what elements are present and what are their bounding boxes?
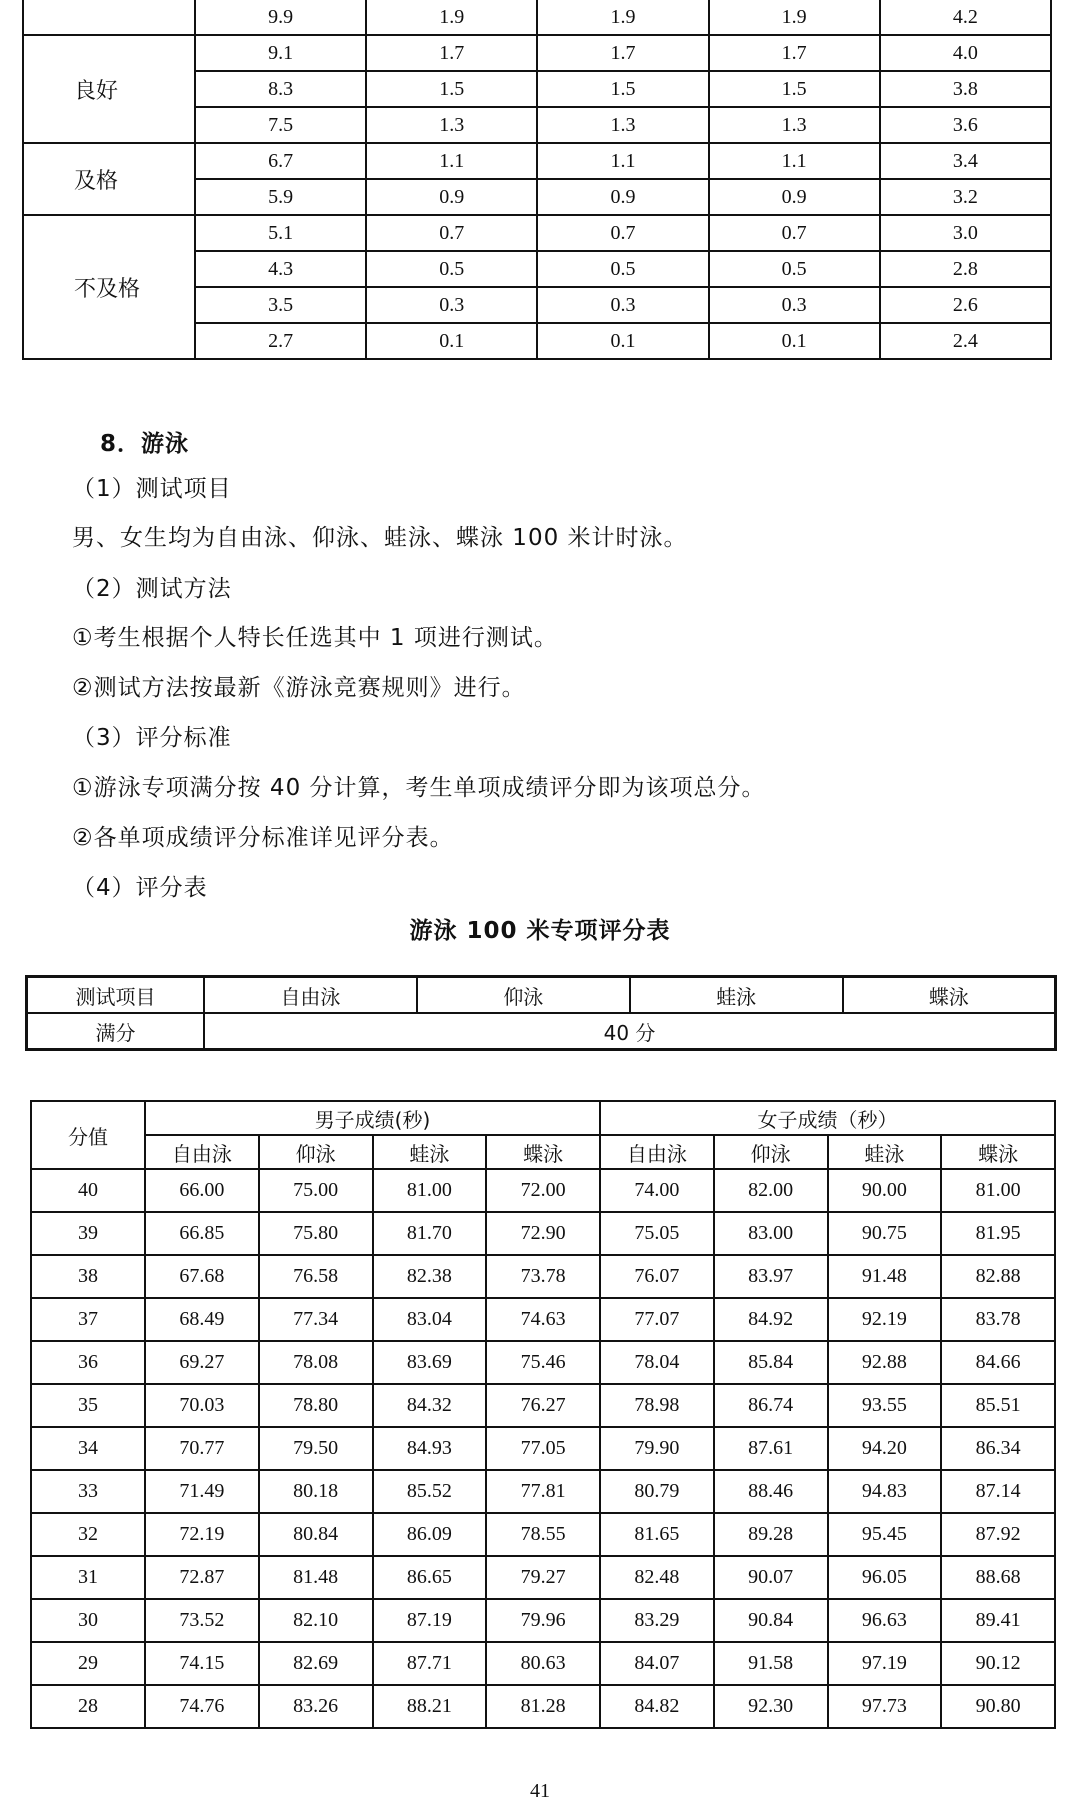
table-cell: 1.5 <box>537 71 708 107</box>
body-text-line: （1）测试项目 <box>72 476 232 502</box>
time-cell: 83.29 <box>600 1599 714 1642</box>
time-cell: 81.65 <box>600 1513 714 1556</box>
table-cell: 0.7 <box>709 215 880 251</box>
event-backstroke: 仰泳 <box>417 977 630 1014</box>
time-cell: 87.92 <box>941 1513 1055 1556</box>
time-cell: 70.77 <box>145 1427 259 1470</box>
table-cell: 1.1 <box>366 143 537 179</box>
time-cell: 92.88 <box>828 1341 942 1384</box>
time-cell: 87.71 <box>373 1642 487 1685</box>
event-column-header: 蛙泳 <box>373 1135 487 1169</box>
time-cell: 96.05 <box>828 1556 942 1599</box>
score-value: 31 <box>31 1556 145 1599</box>
time-cell: 76.58 <box>259 1255 373 1298</box>
page-number: 41 <box>530 1780 550 1802</box>
time-cell: 83.97 <box>714 1255 828 1298</box>
table-cell: 0.7 <box>366 215 537 251</box>
table-row <box>31 1169 1055 1212</box>
time-cell: 69.27 <box>145 1341 259 1384</box>
time-cell: 87.61 <box>714 1427 828 1470</box>
table-row <box>31 1556 1055 1599</box>
time-cell: 70.03 <box>145 1384 259 1427</box>
time-cell: 78.55 <box>486 1513 600 1556</box>
table-cell: 0.1 <box>366 323 537 359</box>
score-value: 39 <box>31 1212 145 1255</box>
time-cell: 68.49 <box>145 1298 259 1341</box>
grade-label: 及格 <box>23 143 195 215</box>
time-cell: 75.46 <box>486 1341 600 1384</box>
time-cell: 90.07 <box>714 1556 828 1599</box>
time-cell: 74.00 <box>600 1169 714 1212</box>
time-cell: 84.92 <box>714 1298 828 1341</box>
table-cell: 0.3 <box>709 287 880 323</box>
table-cell: 7.5 <box>195 107 366 143</box>
event-column-header: 仰泳 <box>259 1135 373 1169</box>
time-cell: 79.27 <box>486 1556 600 1599</box>
time-cell: 66.85 <box>145 1212 259 1255</box>
table-cell: 4.0 <box>880 35 1051 71</box>
table-cell: 1.5 <box>366 71 537 107</box>
time-cell: 88.68 <box>941 1556 1055 1599</box>
score-value: 32 <box>31 1513 145 1556</box>
table-row <box>31 1212 1055 1255</box>
table-cell: 0.5 <box>709 251 880 287</box>
time-cell: 77.05 <box>486 1427 600 1470</box>
table-cell: 0.9 <box>709 179 880 215</box>
time-cell: 83.69 <box>373 1341 487 1384</box>
score-value: 29 <box>31 1642 145 1685</box>
table-cell: 2.4 <box>880 323 1051 359</box>
table-cell: 1.7 <box>366 35 537 71</box>
time-cell: 90.80 <box>941 1685 1055 1728</box>
table-cell: 3.5 <box>195 287 366 323</box>
time-cell: 92.30 <box>714 1685 828 1728</box>
time-cell: 78.08 <box>259 1341 373 1384</box>
time-cell: 82.48 <box>600 1556 714 1599</box>
time-cell: 81.00 <box>941 1169 1055 1212</box>
time-cell: 83.04 <box>373 1298 487 1341</box>
table-row <box>31 1255 1055 1298</box>
time-cell: 67.68 <box>145 1255 259 1298</box>
body-text-line: 男、女生均为自由泳、仰泳、蛙泳、蝶泳 100 米计时泳。 <box>72 525 688 551</box>
time-cell: 77.34 <box>259 1298 373 1341</box>
table-row <box>31 1341 1055 1384</box>
time-cell: 87.19 <box>373 1599 487 1642</box>
table-cell: 1.9 <box>366 0 537 35</box>
time-cell: 88.21 <box>373 1685 487 1728</box>
time-cell: 96.63 <box>828 1599 942 1642</box>
table-row <box>31 1513 1055 1556</box>
table-cell: 3.0 <box>880 215 1051 251</box>
body-text-line: ②测试方法按最新《游泳竞赛规则》进行。 <box>72 675 526 701</box>
score-value: 38 <box>31 1255 145 1298</box>
table-cell: 1.3 <box>366 107 537 143</box>
table-cell: 1.9 <box>537 0 708 35</box>
grade-score-table <box>22 0 1052 360</box>
time-cell: 78.04 <box>600 1341 714 1384</box>
table-cell: 0.9 <box>537 179 708 215</box>
table-row <box>31 1384 1055 1427</box>
table-cell: 1.1 <box>537 143 708 179</box>
score-value: 33 <box>31 1470 145 1513</box>
time-cell: 75.80 <box>259 1212 373 1255</box>
time-cell: 91.58 <box>714 1642 828 1685</box>
score-value: 28 <box>31 1685 145 1728</box>
time-cell: 82.38 <box>373 1255 487 1298</box>
table-row <box>23 215 1051 251</box>
table-cell: 3.8 <box>880 71 1051 107</box>
event-column-header: 自由泳 <box>145 1135 259 1169</box>
table-cell: 4.2 <box>880 0 1051 35</box>
full-score-value: 40 分 <box>204 1013 1056 1050</box>
table-row <box>23 143 1051 179</box>
time-cell: 84.66 <box>941 1341 1055 1384</box>
table-row <box>31 1298 1055 1341</box>
full-score-label: 满分 <box>27 1013 205 1050</box>
time-cell: 85.51 <box>941 1384 1055 1427</box>
table-cell: 1.5 <box>709 71 880 107</box>
time-cell: 94.20 <box>828 1427 942 1470</box>
grade-label: 良好 <box>23 35 195 143</box>
event-column-header: 仰泳 <box>714 1135 828 1169</box>
table-row <box>31 1470 1055 1513</box>
time-cell: 74.15 <box>145 1642 259 1685</box>
time-cell: 78.80 <box>259 1384 373 1427</box>
time-cell: 82.88 <box>941 1255 1055 1298</box>
time-cell: 74.63 <box>486 1298 600 1341</box>
time-cell: 90.00 <box>828 1169 942 1212</box>
event-header-table <box>25 975 1057 1051</box>
time-cell: 89.28 <box>714 1513 828 1556</box>
event-column-header: 蝶泳 <box>941 1135 1055 1169</box>
swimming-score-table <box>30 1100 1056 1729</box>
time-cell: 82.10 <box>259 1599 373 1642</box>
time-cell: 83.00 <box>714 1212 828 1255</box>
time-cell: 94.83 <box>828 1470 942 1513</box>
time-cell: 86.65 <box>373 1556 487 1599</box>
event-column-header: 自由泳 <box>600 1135 714 1169</box>
time-cell: 90.84 <box>714 1599 828 1642</box>
time-cell: 82.69 <box>259 1642 373 1685</box>
score-column-header: 分值 <box>31 1101 145 1169</box>
time-cell: 81.95 <box>941 1212 1055 1255</box>
time-cell: 86.34 <box>941 1427 1055 1470</box>
score-value: 35 <box>31 1384 145 1427</box>
table-cell: 3.6 <box>880 107 1051 143</box>
time-cell: 84.07 <box>600 1642 714 1685</box>
time-cell: 74.76 <box>145 1685 259 1728</box>
time-cell: 90.75 <box>828 1212 942 1255</box>
body-text-line: （3）评分标准 <box>72 725 232 751</box>
table-cell: 0.1 <box>537 323 708 359</box>
time-cell: 85.52 <box>373 1470 487 1513</box>
time-cell: 76.07 <box>600 1255 714 1298</box>
table-cell: 8.3 <box>195 71 366 107</box>
time-cell: 81.70 <box>373 1212 487 1255</box>
time-cell: 75.05 <box>600 1212 714 1255</box>
time-cell: 73.52 <box>145 1599 259 1642</box>
time-cell: 80.79 <box>600 1470 714 1513</box>
time-cell: 97.73 <box>828 1685 942 1728</box>
time-cell: 73.78 <box>486 1255 600 1298</box>
table-cell: 0.3 <box>366 287 537 323</box>
time-cell: 97.19 <box>828 1642 942 1685</box>
time-cell: 84.93 <box>373 1427 487 1470</box>
table-cell: 1.7 <box>709 35 880 71</box>
time-cell: 95.45 <box>828 1513 942 1556</box>
time-cell: 89.41 <box>941 1599 1055 1642</box>
time-cell: 76.27 <box>486 1384 600 1427</box>
time-cell: 72.00 <box>486 1169 600 1212</box>
time-cell: 90.12 <box>941 1642 1055 1685</box>
table-row <box>31 1599 1055 1642</box>
table-cell: 2.7 <box>195 323 366 359</box>
score-value: 37 <box>31 1298 145 1341</box>
table-title: 游泳 100 米专项评分表 <box>409 918 671 944</box>
table-cell: 2.6 <box>880 287 1051 323</box>
score-value: 30 <box>31 1599 145 1642</box>
time-cell: 72.19 <box>145 1513 259 1556</box>
table-cell: 1.1 <box>709 143 880 179</box>
table-cell: 1.3 <box>709 107 880 143</box>
body-text-line: ①考生根据个人特长任选其中 1 项进行测试。 <box>72 625 558 651</box>
event-breaststroke: 蛙泳 <box>630 977 843 1014</box>
table-row <box>31 1685 1055 1728</box>
time-cell: 82.00 <box>714 1169 828 1212</box>
time-cell: 79.50 <box>259 1427 373 1470</box>
table-cell: 1.7 <box>537 35 708 71</box>
time-cell: 72.90 <box>486 1212 600 1255</box>
time-cell: 75.00 <box>259 1169 373 1212</box>
time-cell: 81.00 <box>373 1169 487 1212</box>
time-cell: 88.46 <box>714 1470 828 1513</box>
time-cell: 84.32 <box>373 1384 487 1427</box>
test-item-label: 测试项目 <box>27 977 205 1014</box>
body-text-line: ②各单项成绩评分标准详见评分表。 <box>72 825 454 851</box>
table-row <box>31 1642 1055 1685</box>
table-cell: 2.8 <box>880 251 1051 287</box>
table-cell: 1.3 <box>537 107 708 143</box>
table-cell: 4.3 <box>195 251 366 287</box>
body-text-line: （2）测试方法 <box>72 576 232 602</box>
table-cell: 0.5 <box>537 251 708 287</box>
male-group-header: 男子成绩(秒) <box>145 1101 600 1135</box>
time-cell: 80.18 <box>259 1470 373 1513</box>
table-cell: 5.9 <box>195 179 366 215</box>
time-cell: 80.63 <box>486 1642 600 1685</box>
table-cell: 5.1 <box>195 215 366 251</box>
event-column-header: 蝶泳 <box>486 1135 600 1169</box>
table-cell: 0.5 <box>366 251 537 287</box>
table-cell: 6.7 <box>195 143 366 179</box>
event-freestyle: 自由泳 <box>204 977 417 1014</box>
time-cell: 91.48 <box>828 1255 942 1298</box>
section-heading: 8．游泳 <box>100 431 190 457</box>
time-cell: 81.48 <box>259 1556 373 1599</box>
female-group-header: 女子成绩（秒） <box>600 1101 1055 1135</box>
time-cell: 77.81 <box>486 1470 600 1513</box>
time-cell: 85.84 <box>714 1341 828 1384</box>
grade-label: 不及格 <box>23 215 195 359</box>
time-cell: 92.19 <box>828 1298 942 1341</box>
time-cell: 72.87 <box>145 1556 259 1599</box>
time-cell: 71.49 <box>145 1470 259 1513</box>
time-cell: 77.07 <box>600 1298 714 1341</box>
time-cell: 84.82 <box>600 1685 714 1728</box>
event-column-header: 蛙泳 <box>828 1135 942 1169</box>
table-cell: 0.1 <box>709 323 880 359</box>
table-row <box>23 0 1051 35</box>
time-cell: 66.00 <box>145 1169 259 1212</box>
time-cell: 93.55 <box>828 1384 942 1427</box>
time-cell: 78.98 <box>600 1384 714 1427</box>
time-cell: 79.90 <box>600 1427 714 1470</box>
table-cell: 1.9 <box>709 0 880 35</box>
score-value: 40 <box>31 1169 145 1212</box>
time-cell: 83.26 <box>259 1685 373 1728</box>
time-cell: 83.78 <box>941 1298 1055 1341</box>
time-cell: 81.28 <box>486 1685 600 1728</box>
table-cell: 9.9 <box>195 0 366 35</box>
table-cell: 3.2 <box>880 179 1051 215</box>
table-cell: 0.9 <box>366 179 537 215</box>
time-cell: 87.14 <box>941 1470 1055 1513</box>
score-value: 34 <box>31 1427 145 1470</box>
time-cell: 86.74 <box>714 1384 828 1427</box>
body-text-line: ①游泳专项满分按 40 分计算，考生单项成绩评分即为该项总分。 <box>72 775 766 801</box>
table-cell: 3.4 <box>880 143 1051 179</box>
score-value: 36 <box>31 1341 145 1384</box>
table-cell: 9.1 <box>195 35 366 71</box>
body-text-line: （4）评分表 <box>72 875 208 901</box>
time-cell: 80.84 <box>259 1513 373 1556</box>
event-butterfly: 蝶泳 <box>843 977 1056 1014</box>
table-row <box>31 1427 1055 1470</box>
table-cell: 0.7 <box>537 215 708 251</box>
time-cell: 86.09 <box>373 1513 487 1556</box>
table-row <box>23 35 1051 71</box>
table-cell: 0.3 <box>537 287 708 323</box>
time-cell: 79.96 <box>486 1599 600 1642</box>
grade-label <box>23 0 195 35</box>
